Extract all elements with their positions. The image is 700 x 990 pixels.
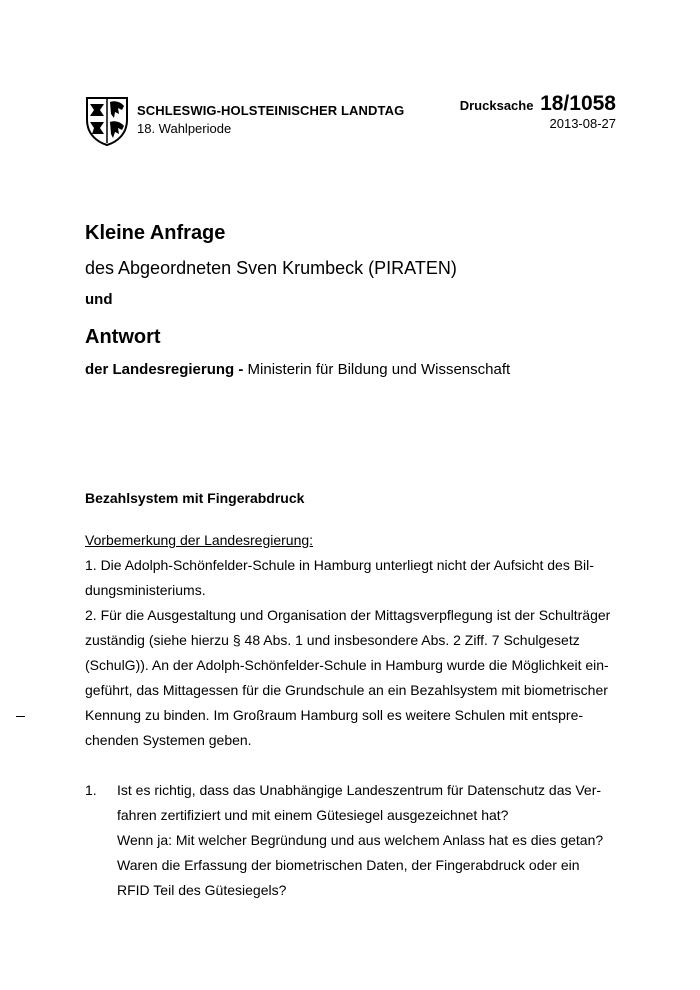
answer-by: der Landesregierung - [85,361,244,378]
document-type-title: Kleine Anfrage [85,222,226,244]
text-line: 2. Für die Ausgestaltung und Organisation der Mittagsverpflegung ist der Schulträger [85,607,611,623]
text-line: dungsministeriums. [85,582,206,598]
text-line: RFID Teil des Gütesiegels? [117,882,287,898]
body-block [85,486,615,903]
author-line: des Abgeordneten Sven Krumbeck (PIRATEN) [85,258,457,278]
drucksache-line [459,92,616,115]
text-line: zuständig (siehe hierzu § 48 Abs. 1 und insbesondere Abs. 2 Ziff. 7 Schulgesetz [85,632,580,648]
preliminary-point-2 [85,603,615,753]
coat-of-arms-icon [85,94,129,146]
text-line: 1. Die Adolph-Schönfelder-Schule in Hamburg unterliegt nicht der Aufsicht des Bil- [85,557,594,573]
parliament-title: SCHLESWIG-HOLSTEINISCHER LANDTAG [137,103,405,118]
question-1 [85,778,615,903]
text-line: Waren die Erfassung der biometrischen Daten, der Fingerabdruck oder ein [117,857,580,873]
ministry-name: Ministerin für Bildung und Wissenschaft [243,361,511,378]
text-line: fahren zertifiziert und mit einem Gütesiegel ausgezeichnet hat? [117,807,509,823]
title-block [85,220,625,380]
preliminary-point-1 [85,553,615,603]
drucksache-number: 18/1058 [540,92,616,115]
text-line: (SchulG)). An der Adolph-Schönfelder-Schule in Hamburg wurde die Möglichkeit ein- [85,657,609,673]
header-right [459,92,616,133]
text-line: geführt, das Mittagessen für die Grundschule an ein Bezahlsystem mit biometrischer [85,682,608,698]
answer-title: Antwort [85,326,161,348]
document-date: 2013-08-27 [549,116,616,131]
text-line: Wenn ja: Mit welcher Begründung und aus welchem Anlass hat es dies getan? [117,832,604,848]
preliminary-heading: Vorbemerkung der Landesregierung: [85,532,314,548]
legislative-period: 18. Wahlperiode [137,121,232,136]
margin-mark [16,716,25,717]
text-line: Ist es richtig, dass das Unabhängige Landeszentrum für Datenschutz das Ver- [117,782,602,798]
subject-heading: Bezahlsystem mit Fingerabdruck [85,490,305,506]
question-number: 1. [85,782,97,798]
drucksache-label: Drucksache [459,98,534,113]
text-line: chenden Systemen geben. [85,732,252,748]
answer-by-line [85,360,625,380]
connector-text: und [85,291,113,308]
header-left [137,102,404,138]
text-line: Kennung zu binden. Im Großraum Hamburg soll es weitere Schulen mit entspre- [85,707,584,723]
